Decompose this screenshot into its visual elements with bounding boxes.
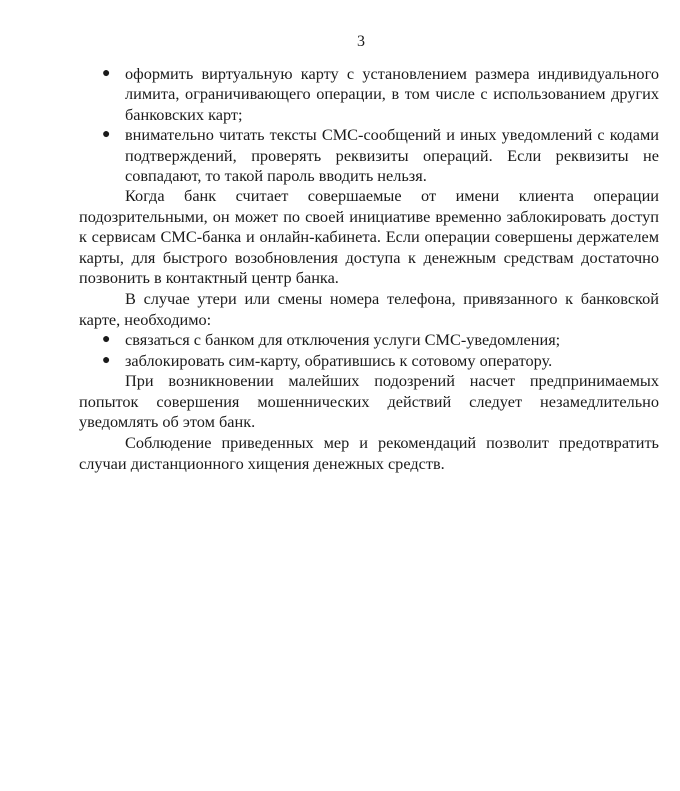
bullet-icon: ● [102, 66, 111, 81]
phone-loss-list [79, 330, 659, 371]
list-item-text: оформить виртуальную карту с установлением размера индивидуального лимита, ограничивающего операции, в том числе с использованием других банковских карт; [125, 64, 659, 124]
bullet-icon: ● [102, 127, 111, 143]
paragraph-conclusion: Соблюдение приведенных мер и рекомендаций позволит предотвратить случаи дистанционного хищения денежных средств. [79, 433, 659, 473]
page-number: 3 [357, 33, 365, 50]
paragraph-suspicion: При возникновении малейших подозрений насчет предпринимаемых попыток совершения мошеннических действий следует незамедлительно уведомлять об этом банк. [79, 371, 659, 431]
bullet-icon: ● [102, 332, 111, 348]
list-item-text: заблокировать сим-карту, обратившись к сотовому оператору. [125, 350, 553, 370]
recommendations-list [79, 64, 659, 186]
document-body [79, 64, 659, 474]
list-item-text: внимательно читать тексты СМС-сообщений и иных уведомлений с кодами подтверждений, проверять реквизиты операций. Если реквизиты не совпадают, то такой пароль вводить нельзя. [125, 125, 659, 186]
paragraph-phone-loss: В случае утери или смены номера телефона, привязанного к банковской карте, необходимо: [79, 289, 659, 329]
list-item [79, 64, 659, 125]
list-item-text: связаться с банком для отключения услуги СМС-уведомления; [125, 330, 561, 350]
bullet-icon: ● [102, 352, 111, 368]
list-item [79, 125, 659, 186]
list-item [79, 330, 659, 350]
paragraph-block-access: Когда банк считает совершаемые от имени клиента операции подозрительными, он может по своей инициативе временно заблокировать доступ к сервисам СМС-банка и онлайн-кабинета. Если операции совершены держателем карты, для быстрого возобновления доступа к денежным средствам достаточно позвонить в контактный центр банка. [79, 186, 659, 288]
list-item [79, 351, 659, 371]
